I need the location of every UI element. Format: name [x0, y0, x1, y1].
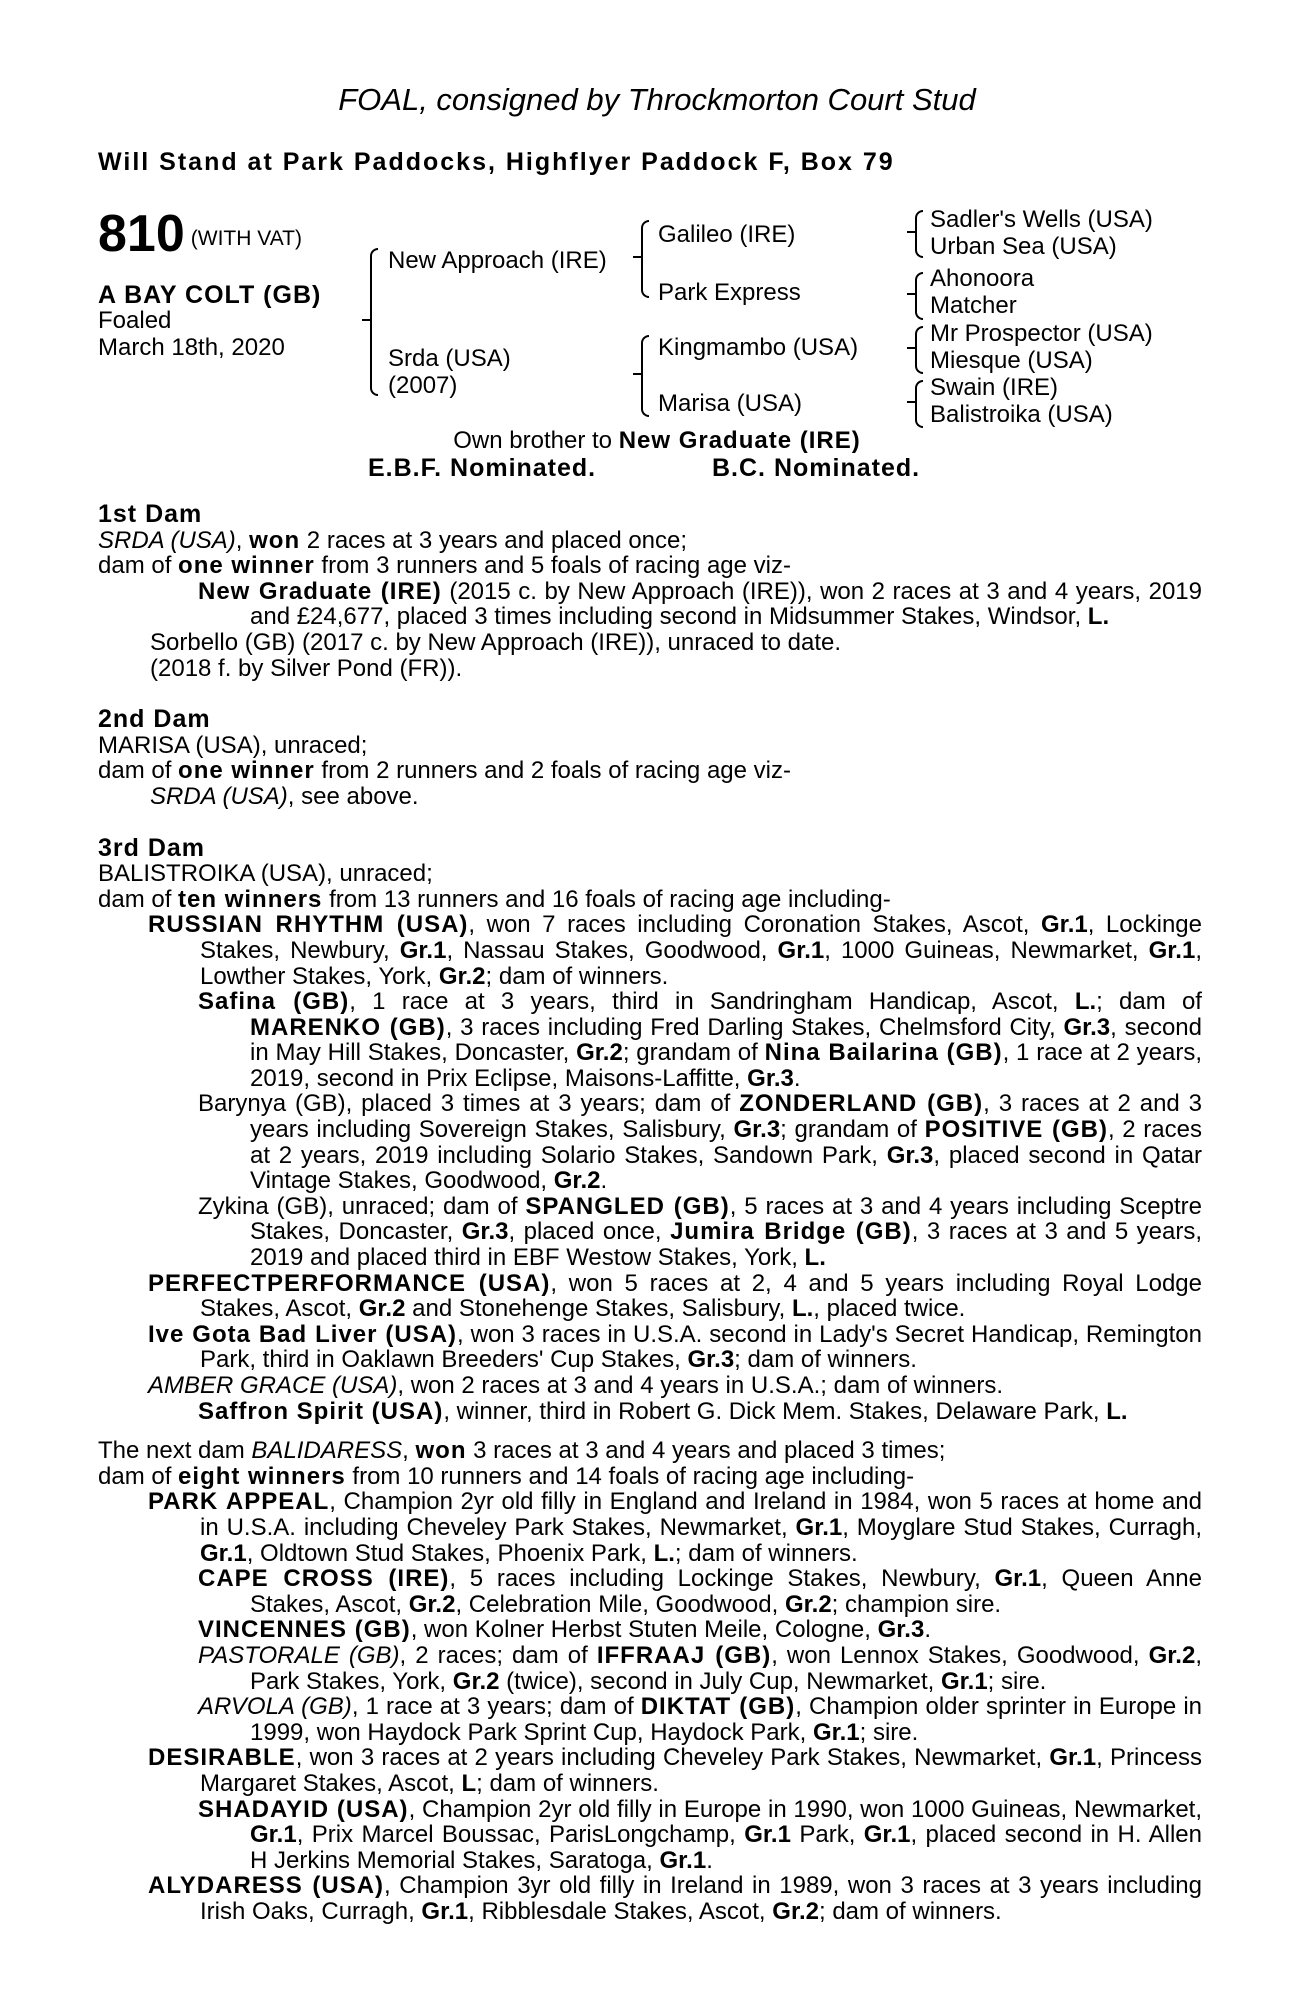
produce-alydaress: ALYDARESS (USA), Champion 3yr old filly in Ireland in 1989, won 3 races at 3 years including Irish Oaks, Curragh, Gr.1, Ribblesdale Stakes, Ascot, Gr.2; dam of winners. [148, 1872, 1203, 1925]
next-dam-produce: dam of eight winners from 10 runners and 14 foals of racing age including- [98, 1462, 915, 1490]
produce-park-appeal: PARK APPEAL, Champion 2yr old filly in England and Ireland in 1984, won 5 races at home and in U.S.A. including Cheveley Park Stakes, Newmarket, Gr.1, Moyglare Stud Stakes, Curragh, Gr.1, Oldtown Stud Stakes, Phoenix Park, L.; dam of winners. [148, 1488, 1202, 1567]
pedigree-dam-dam: Marisa (USA) [658, 390, 803, 417]
brace-ss-tip [907, 231, 915, 233]
produce-barynya: Barynya (GB), placed 3 times at 3 years; dam of ZONDERLAND (GB), 3 races at 2 and 3 years including Sovereign Stakes, Salisbury, Gr.3; grandam of POSITIVE (GB), 2 races at 2 years, 2019 including Solario Stakes, Sandown Park, Gr.3, placed second in Qatar Vintage Stakes, Goodwood, Gr.2. [198, 1090, 1203, 1195]
brace-dam [641, 335, 649, 417]
section-first-dam: 1st Dam [98, 500, 203, 528]
own-brother [0, 427, 1314, 455]
pedigree-dsd: Miesque (USA) [930, 347, 1093, 374]
second-dam-srda: SRDA (USA), see above. [150, 782, 419, 810]
pedigree-sds: Ahonoora [930, 265, 1035, 292]
brace-gen1 [370, 248, 378, 396]
produce-russian-rhythm: RUSSIAN RHYTHM (USA), won 7 races including Coronation Stakes, Ascot, Gr.1, Lockinge Stakes, Newbury, Gr.1, Nassau Stakes, Goodwood, Gr.1, 1000 Guineas, Newmarket, Gr.1, Lowther Stakes, York, Gr.2; dam of winners. [148, 911, 1202, 990]
produce-saffron-spirit: Saffron Spirit (USA), winner, third in Robert G. Dick Mem. Stakes, Delaware Park, L. [198, 1397, 1128, 1425]
produce-perfectperformance: PERFECTPERFORMANCE (USA), won 5 races at 2, 4 and 5 years including Royal Lodge Stakes, Ascot, Gr.2 and Stonehenge Stakes, Salisbury, L., placed twice. [148, 1269, 1202, 1323]
brace-sire [641, 220, 649, 298]
brace-sd-tip [907, 293, 915, 295]
brace-dam-tip [633, 373, 641, 375]
own-brother-name: New Graduate (IRE) [618, 427, 861, 454]
pedigree-ddd: Balistroika (USA) [930, 401, 1113, 428]
pedigree-ssd: Urban Sea (USA) [930, 233, 1117, 260]
third-dam-produce: dam of ten winners from 13 runners and 16 foals of racing age including- [98, 885, 891, 913]
section-second-dam: 2nd Dam [98, 705, 211, 734]
bc-nominated: B.C. Nominated. [712, 454, 921, 482]
foaled-label: Foaled [98, 307, 172, 334]
catalogue-body [98, 502, 1202, 1924]
produce-new-graduate: New Graduate (IRE) (2015 c. by New Approach (IRE)), won 2 races at 3 and 4 years, 2019 and £24,677, placed 3 times including second in Midsummer Stakes, Windsor, L. [198, 577, 1202, 631]
lot-number-value: 810 [98, 205, 185, 263]
pedigree-dss: Mr Prospector (USA) [930, 320, 1153, 347]
own-brother-prefix: Own brother to [453, 427, 619, 454]
produce-desirable: DESIRABLE, won 3 races at 2 years including Cheveley Park Stakes, Newmarket, Gr.1, Princess Margaret Stakes, Ascot, L; dam of winners. [148, 1744, 1202, 1797]
second-dam-text: MARISA (USA), unraced; [98, 731, 368, 759]
pedigree-sire: New Approach (IRE) [388, 247, 607, 274]
foaled-value: March 18th, 2020 [98, 334, 285, 361]
lot-number [98, 205, 302, 263]
first-dam-text: SRDA (USA), won 2 races at 3 years and placed once; [98, 526, 688, 554]
produce-arvola: ARVOLA (GB), 1 race at 3 years; dam of DIKTAT (GB), Champion older sprinter in Europe in 1999, won Haydock Park Sprint Cup, Haydock Park, Gr.1; sire. [198, 1693, 1203, 1746]
third-dam-text: BALISTROIKA (USA), unraced; [98, 860, 433, 888]
vat-label: (WITH VAT) [190, 227, 302, 250]
produce-2018: (2018 f. by Silver Pond (FR)). [150, 654, 463, 682]
horse-description: A BAY COLT (GB) [98, 281, 322, 309]
produce-ive-gota-bad-liver: Ive Gota Bad Liver (USA), won 3 races in U.S.A. second in Lady's Secret Handicap, Remington Park, third in Oaklawn Breeders' Cup Stakes, Gr.3; dam of winners. [148, 1320, 1202, 1374]
brace-ds [915, 326, 923, 374]
second-dam-produce: dam of one winner from 2 runners and 2 foals of racing age viz- [98, 757, 791, 785]
pedigree-dam-sire: Kingmambo (USA) [658, 334, 859, 361]
produce-shadayid: SHADAYID (USA), Champion 2yr old filly in Europe in 1990, won 1000 Guineas, Newmarket, Gr.1, Prix Marcel Boussac, ParisLongchamp, Gr.1 Park, Gr.1, placed second in H. Allen H Jerkins Memorial Stakes, Saratoga, Gr.1. [198, 1795, 1203, 1874]
section-third-dam: 3rd Dam [98, 833, 206, 862]
brace-sire-tip [633, 256, 641, 258]
pedigree-dds: Swain (IRE) [930, 374, 1059, 401]
pedigree-dam: Srda (USA) [388, 345, 511, 372]
produce-vincennes: VINCENNES (GB), won Kolner Herbst Stuten Meile, Cologne, Gr.3. [198, 1616, 931, 1644]
brace-gen1-tip [362, 319, 370, 321]
pedigree-sss: Sadler's Wells (USA) [930, 206, 1153, 233]
pedigree-dam-year: (2007) [388, 372, 458, 399]
first-dam-produce: dam of one winner from 3 runners and 5 foals of racing age viz- [98, 552, 791, 580]
produce-zykina: Zykina (GB), unraced; dam of SPANGLED (GB), 5 races at 3 and 4 years including Sceptre Stakes, Doncaster, Gr.3, placed once, Jumira Bridge (GB), 3 races at 3 and 5 years, 2019 and placed third in EBF Westow Stakes, York, L. [198, 1192, 1203, 1272]
pedigree-sire-dam: Park Express [658, 279, 801, 306]
next-dam-text: The next dam BALIDARESS, won 3 races at 3 and 4 years and placed 3 times; [98, 1437, 946, 1465]
produce-amber-grace: AMBER GRACE (USA), won 2 races at 3 and 4 years in U.S.A.; dam of winners. [148, 1372, 1003, 1399]
produce-sorbello: Sorbello (GB) (2017 c. by New Approach (IRE)), unraced to date. [150, 628, 841, 656]
produce-safina: Safina (GB), 1 race at 3 years, third in Sandringham Handicap, Ascot, L.; dam of MARENKO (GB), 3 races including Fred Darling Stakes, Chelmsford City, Gr.3, second in May Hill Stakes, Doncaster, Gr.2; grandam of Nina Bailarina (GB), 1 race at 2 years, 2019, second in Prix Eclipse, Maisons-Laffitte, Gr.3. [198, 988, 1203, 1092]
brace-dd-tip [907, 401, 915, 403]
brace-ds-tip [907, 347, 915, 349]
pedigree-sire-sire: Galileo (IRE) [658, 221, 796, 248]
ebf-nominated: E.B.F. Nominated. [368, 454, 597, 482]
brace-ss [915, 210, 923, 258]
produce-cape-cross: CAPE CROSS (IRE), 5 races including Lockinge Stakes, Newbury, Gr.1, Queen Anne Stakes, Ascot, Gr.2, Celebration Mile, Goodwood, Gr.2; champion sire. [198, 1565, 1203, 1618]
stand-location: Will Stand at Park Paddocks, Highflyer Paddock F, Box 79 [98, 148, 895, 176]
brace-dd [915, 380, 923, 428]
pedigree-sdd: Matcher [930, 292, 1017, 319]
foaled-date [98, 307, 285, 361]
brace-sd [915, 272, 923, 320]
produce-pastorale: PASTORALE (GB), 2 races; dam of IFFRAAJ (GB), won Lennox Stakes, Goodwood, Gr.2, Park Stakes, York, Gr.2 (twice), second in July Cup, Newmarket, Gr.1; sire. [198, 1641, 1202, 1695]
page-heading: FOAL, consigned by Throckmorton Court Stud [338, 82, 976, 117]
